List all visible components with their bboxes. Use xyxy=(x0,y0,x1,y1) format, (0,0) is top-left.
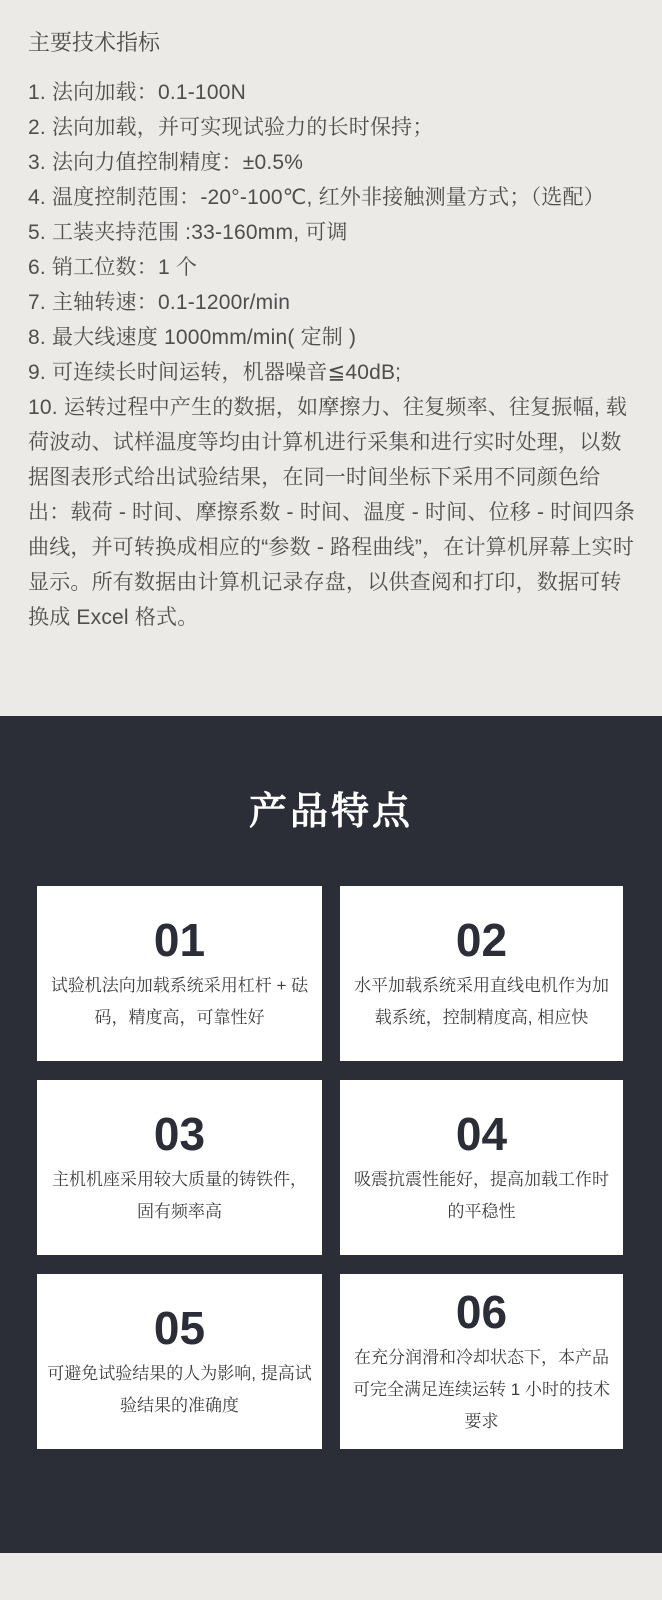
feature-number: 02 xyxy=(455,913,508,966)
feature-card-02 xyxy=(340,886,623,1061)
specs-list xyxy=(28,75,636,635)
feature-number: 03 xyxy=(153,1107,206,1160)
spec-item-9: 9. 可连续长时间运转，机器噪音≦40dB; xyxy=(28,361,402,384)
spec-item-1: 1. 法向加载：0.1-100N xyxy=(28,81,246,104)
spec-item-6: 6. 销工位数：1 个 xyxy=(28,256,198,279)
feature-text: 主机机座采用较大质量的铸铁件，固有频率高 xyxy=(52,1169,307,1221)
bottom-spacer xyxy=(0,1553,662,1600)
feature-text: 可避免试验结果的人为影响, 提高试验结果的准确度 xyxy=(47,1363,312,1415)
feature-card-06 xyxy=(340,1274,623,1449)
features-section xyxy=(0,716,662,1553)
spec-item-7: 7. 主轴转速：0.1-1200r/min xyxy=(28,291,291,314)
feature-number: 01 xyxy=(153,913,206,966)
features-title: 产品特点 xyxy=(248,791,413,833)
feature-cards-grid xyxy=(0,886,662,1449)
feature-card-04 xyxy=(340,1080,623,1255)
feature-card-05 xyxy=(37,1274,322,1449)
specs-section xyxy=(0,0,662,716)
spec-item-10: 10. 运转过程中产生的数据，如摩擦力、往复频率、往复振幅, 载荷波动、试样温度等均由计算机进行采集和进行实时处理，以数据图表形式给出试验结果，在同一时间坐标下采用不同颜色给出：载荷 - 时间、摩擦系数 - 时间、温度 - 时间、位移 - 时间四条曲线，并可转换成相应的“参数 - 路程曲线”，在计算机屏幕上实时显示。所有数据由计算机记录存盘，以供查阅和打印，数据可转换成 Excel 格式。 xyxy=(28,396,636,629)
feature-text: 吸震抗震性能好，提高加载工作时的平稳性 xyxy=(354,1169,609,1221)
spec-item-2: 2. 法向加载，并可实现试验力的长时保持； xyxy=(28,116,434,139)
spec-item-3: 3. 法向力值控制精度：±0.5% xyxy=(28,151,304,174)
specs-title: 主要技术指标 xyxy=(28,30,161,55)
feature-number: 05 xyxy=(153,1301,206,1354)
spec-item-4: 4. 温度控制范围：-20°-100℃, 红外非接触测量方式；（选配） xyxy=(28,186,605,209)
feature-card-01 xyxy=(37,886,322,1061)
feature-text: 水平加载系统采用直线电机作为加载系统，控制精度高, 相应快 xyxy=(354,975,609,1027)
feature-text: 试验机法向加载系统采用杠杆 + 砝码，精度高，可靠性好 xyxy=(50,975,309,1027)
feature-text: 在充分润滑和冷却状态下，本产品可完全满足连续运转 1 小时的技术要求 xyxy=(353,1347,610,1431)
spec-item-8: 8. 最大线速度 1000mm/min( 定制 ) xyxy=(28,326,357,349)
feature-card-03 xyxy=(37,1080,322,1255)
spec-item-5: 5. 工装夹持范围 :33-160mm, 可调 xyxy=(28,221,348,244)
feature-number: 04 xyxy=(455,1107,508,1160)
feature-number: 06 xyxy=(455,1285,508,1338)
